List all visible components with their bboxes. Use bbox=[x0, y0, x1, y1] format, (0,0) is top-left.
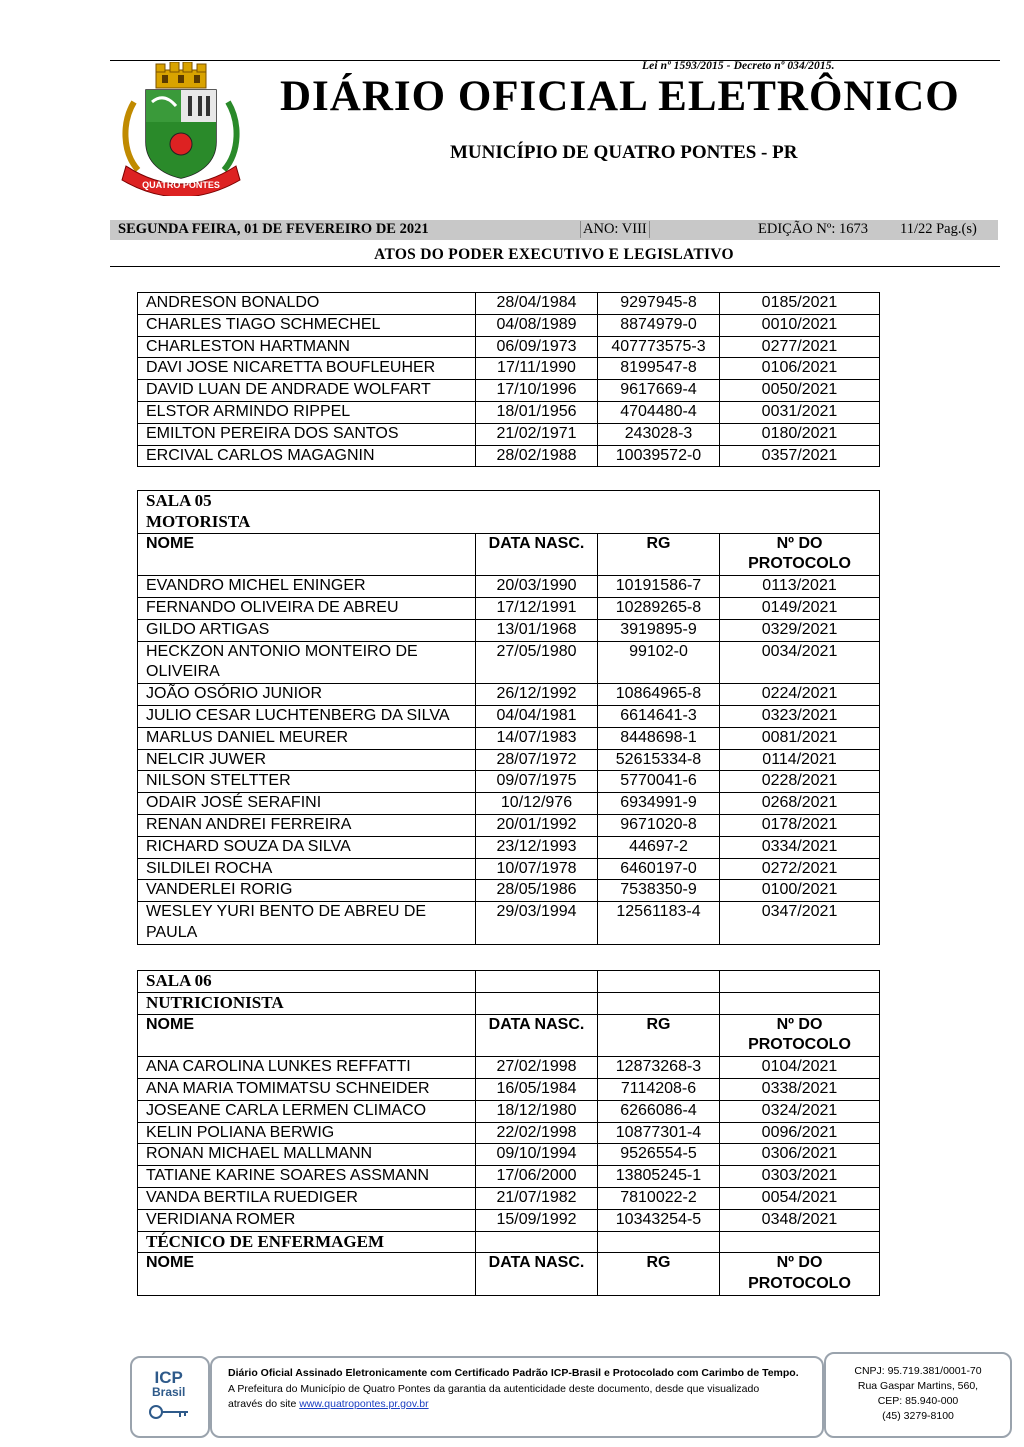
contact-info bbox=[824, 1352, 1012, 1438]
cell-name: ODAIR JOSÉ SERAFINI bbox=[138, 793, 476, 815]
crest-ribbon-text: QUATRO PONTES bbox=[142, 180, 220, 190]
table-row bbox=[138, 380, 880, 402]
cell-protocol: 0224/2021 bbox=[720, 684, 880, 706]
cell-birth-date: 28/05/1986 bbox=[476, 880, 598, 902]
cell-protocol: 0104/2021 bbox=[720, 1057, 880, 1079]
cell-protocol: 0096/2021 bbox=[720, 1122, 880, 1144]
cell-name: CHARLESTON HARTMANN bbox=[138, 336, 476, 358]
cell-rg: 8199547-8 bbox=[598, 358, 720, 380]
table-row bbox=[138, 597, 880, 619]
cell-birth-date: 22/02/1998 bbox=[476, 1122, 598, 1144]
table-row bbox=[138, 727, 880, 749]
candidates-table-continued bbox=[137, 292, 880, 467]
signature-notice-line3: através do site www.quatropontes.pr.gov.br bbox=[228, 1398, 429, 1410]
table-row bbox=[138, 705, 880, 727]
cell-name: FERNANDO OLIVEIRA DE ABREU bbox=[138, 597, 476, 619]
cell-name: KELIN POLIANA BERWIG bbox=[138, 1122, 476, 1144]
room-06-table bbox=[137, 970, 880, 1296]
role-label: NUTRICIONISTA bbox=[138, 992, 476, 1014]
table-row bbox=[138, 423, 880, 445]
cell-birth-date: 04/04/1981 bbox=[476, 705, 598, 727]
cell-rg: 6266086-4 bbox=[598, 1100, 720, 1122]
cell-name: SILDILEI ROCHA bbox=[138, 858, 476, 880]
table-row bbox=[138, 749, 880, 771]
column-header-row bbox=[138, 1014, 880, 1057]
table-row bbox=[138, 1100, 880, 1122]
cell-birth-date: 17/12/1991 bbox=[476, 597, 598, 619]
role-heading-row bbox=[138, 512, 880, 533]
cell-name: RICHARD SOUZA DA SILVA bbox=[138, 836, 476, 858]
cell-rg: 52615334-8 bbox=[598, 749, 720, 771]
cell-name: WESLEY YURI BENTO DE ABREU DE PAULA bbox=[138, 902, 476, 945]
address: Rua Gaspar Martins, 560, bbox=[857, 1380, 979, 1392]
table-row bbox=[138, 880, 880, 902]
cell-birth-date: 28/02/1988 bbox=[476, 445, 598, 467]
edition-date: SEGUNDA FEIRA, 01 DE FEVEREIRO DE 2021 bbox=[118, 221, 429, 237]
cell-rg: 99102-0 bbox=[598, 641, 720, 684]
cell-rg: 10191586-7 bbox=[598, 576, 720, 598]
cell-protocol: 0338/2021 bbox=[720, 1078, 880, 1100]
cell-birth-date: 17/06/2000 bbox=[476, 1166, 598, 1188]
cell-protocol: 0329/2021 bbox=[720, 619, 880, 641]
page-count: 11/22 Pag.(s) bbox=[900, 221, 977, 237]
cell-birth-date: 18/01/1956 bbox=[476, 401, 598, 423]
cell-protocol: 0149/2021 bbox=[720, 597, 880, 619]
cell-birth-date: 10/07/1978 bbox=[476, 858, 598, 880]
cell-protocol: 0034/2021 bbox=[720, 641, 880, 684]
cell-birth-date: 15/09/1992 bbox=[476, 1209, 598, 1231]
cell-birth-date: 28/04/1984 bbox=[476, 293, 598, 315]
cell-protocol: 0347/2021 bbox=[720, 902, 880, 945]
cell-rg: 13805245-1 bbox=[598, 1166, 720, 1188]
table-row bbox=[138, 293, 880, 315]
cell-rg: 6614641-3 bbox=[598, 705, 720, 727]
room-heading-row bbox=[138, 491, 880, 512]
role-label: MOTORISTA bbox=[138, 512, 880, 533]
room-label: SALA 06 bbox=[138, 971, 476, 993]
table-row bbox=[138, 641, 880, 684]
cell-name: RENAN ANDREI FERREIRA bbox=[138, 814, 476, 836]
table-row bbox=[138, 1122, 880, 1144]
cell-rg: 8874979-0 bbox=[598, 314, 720, 336]
crest-center-emblem bbox=[170, 133, 192, 155]
table-row bbox=[138, 1166, 880, 1188]
cell-birth-date: 18/12/1980 bbox=[476, 1100, 598, 1122]
table-row bbox=[138, 771, 880, 793]
col-header-protocol: Nº DO PROTOCOLO bbox=[720, 1253, 880, 1296]
cell-protocol: 0348/2021 bbox=[720, 1209, 880, 1231]
website-link[interactable]: www.quatropontes.pr.gov.br bbox=[299, 1398, 429, 1410]
room-heading-row bbox=[138, 971, 880, 993]
cell-name: RONAN MICHAEL MALLMANN bbox=[138, 1144, 476, 1166]
cell-rg: 9671020-8 bbox=[598, 814, 720, 836]
cell-name: EVANDRO MICHEL ENINGER bbox=[138, 576, 476, 598]
table-row bbox=[138, 358, 880, 380]
cell-name: JOÃO OSÓRIO JUNIOR bbox=[138, 684, 476, 706]
cell-birth-date: 17/10/1996 bbox=[476, 380, 598, 402]
cell-rg: 7114208-6 bbox=[598, 1078, 720, 1100]
cell-name: MARLUS DANIEL MEURER bbox=[138, 727, 476, 749]
cell-rg: 10864965-8 bbox=[598, 684, 720, 706]
cell-protocol: 0277/2021 bbox=[720, 336, 880, 358]
key-icon bbox=[148, 1404, 192, 1420]
cell-protocol: 0113/2021 bbox=[720, 576, 880, 598]
cell-name: EMILTON PEREIRA DOS SANTOS bbox=[138, 423, 476, 445]
section-rule bbox=[110, 266, 1000, 267]
cell-birth-date: 21/02/1971 bbox=[476, 423, 598, 445]
cell-birth-date: 13/01/1968 bbox=[476, 619, 598, 641]
cell-rg: 4704480-4 bbox=[598, 401, 720, 423]
col-header-name: NOME bbox=[138, 1253, 476, 1296]
signature-notice-line2: A Prefeitura do Município de Quatro Pontes da garantia da autenticidade deste documento, desde que visualizado bbox=[228, 1383, 760, 1395]
cell-protocol: 0324/2021 bbox=[720, 1100, 880, 1122]
room-label: SALA 05 bbox=[138, 491, 880, 512]
cell-rg: 243028-3 bbox=[598, 423, 720, 445]
law-reference: Lei nº 1593/2015 - Decreto nº 034/2015. bbox=[642, 60, 835, 72]
table-row bbox=[138, 793, 880, 815]
cell-birth-date: 16/05/1984 bbox=[476, 1078, 598, 1100]
crest-wheat-left bbox=[125, 102, 138, 170]
cell-protocol: 0010/2021 bbox=[720, 314, 880, 336]
edition-number: EDIÇÃO Nº: 1673 bbox=[758, 221, 869, 237]
crest-branch-right bbox=[224, 102, 237, 170]
role-heading-row bbox=[138, 992, 880, 1014]
cell-protocol: 0268/2021 bbox=[720, 793, 880, 815]
cell-rg: 12561183-4 bbox=[598, 902, 720, 945]
col-header-protocol: Nº DO PROTOCOLO bbox=[720, 1014, 880, 1057]
cell-protocol: 0054/2021 bbox=[720, 1187, 880, 1209]
column-header-row bbox=[138, 1253, 880, 1296]
cell-name: NILSON STELTTER bbox=[138, 771, 476, 793]
col-header-birth: DATA NASC. bbox=[476, 533, 598, 576]
cell-rg: 3919895-9 bbox=[598, 619, 720, 641]
room-05-table bbox=[137, 490, 880, 945]
cell-name: CHARLES TIAGO SCHMECHEL bbox=[138, 314, 476, 336]
table-row bbox=[138, 1057, 880, 1079]
signature-notice bbox=[210, 1356, 824, 1438]
col-header-name: NOME bbox=[138, 1014, 476, 1057]
table-row bbox=[138, 836, 880, 858]
cell-birth-date: 09/10/1994 bbox=[476, 1144, 598, 1166]
cell-rg: 407773575-3 bbox=[598, 336, 720, 358]
cell-rg: 5770041-6 bbox=[598, 771, 720, 793]
cell-name: NELCIR JUWER bbox=[138, 749, 476, 771]
table-row bbox=[138, 445, 880, 467]
cell-rg: 12873268-3 bbox=[598, 1057, 720, 1079]
cell-name: DAVID LUAN DE ANDRADE WOLFART bbox=[138, 380, 476, 402]
cell-protocol: 0306/2021 bbox=[720, 1144, 880, 1166]
cell-rg: 8448698-1 bbox=[598, 727, 720, 749]
table-row bbox=[138, 336, 880, 358]
cell-rg: 44697-2 bbox=[598, 836, 720, 858]
cell-birth-date: 14/07/1983 bbox=[476, 727, 598, 749]
table-row bbox=[138, 401, 880, 423]
cell-birth-date: 27/02/1998 bbox=[476, 1057, 598, 1079]
col-header-name: NOME bbox=[138, 533, 476, 576]
cell-name: ELSTOR ARMINDO RIPPEL bbox=[138, 401, 476, 423]
cell-protocol: 0303/2021 bbox=[720, 1166, 880, 1188]
table-row bbox=[138, 1144, 880, 1166]
cell-rg: 7538350-9 bbox=[598, 880, 720, 902]
cell-protocol: 0106/2021 bbox=[720, 358, 880, 380]
table-row bbox=[138, 1209, 880, 1231]
cell-rg: 9617669-4 bbox=[598, 380, 720, 402]
table-row bbox=[138, 902, 880, 945]
cell-protocol: 0272/2021 bbox=[720, 858, 880, 880]
cell-birth-date: 17/11/1990 bbox=[476, 358, 598, 380]
role-heading-row bbox=[138, 1231, 880, 1253]
table-row bbox=[138, 858, 880, 880]
cell-protocol: 0081/2021 bbox=[720, 727, 880, 749]
table-row bbox=[138, 684, 880, 706]
cell-birth-date: 20/01/1992 bbox=[476, 814, 598, 836]
cell-birth-date: 27/05/1980 bbox=[476, 641, 598, 684]
cell-name: VERIDIANA ROMER bbox=[138, 1209, 476, 1231]
postal-code: CEP: 85.940-000 bbox=[877, 1395, 959, 1407]
edition-year: ANO: VIII bbox=[580, 221, 650, 238]
cell-rg: 9297945-8 bbox=[598, 293, 720, 315]
cell-name: ANA MARIA TOMIMATSU SCHNEIDER bbox=[138, 1078, 476, 1100]
section-title: ATOS DO PODER EXECUTIVO E LEGISLATIVO bbox=[374, 246, 734, 263]
cell-name: JOSEANE CARLA LERMEN CLIMACO bbox=[138, 1100, 476, 1122]
column-header-row bbox=[138, 533, 880, 576]
phone: (45) 3279-8100 bbox=[882, 1410, 954, 1422]
cell-rg: 10343254-5 bbox=[598, 1209, 720, 1231]
cell-rg: 7810022-2 bbox=[598, 1187, 720, 1209]
cell-name: VANDA BERTILA RUEDIGER bbox=[138, 1187, 476, 1209]
cell-name: TATIANE KARINE SOARES ASSMANN bbox=[138, 1166, 476, 1188]
cell-rg: 6460197-0 bbox=[598, 858, 720, 880]
cell-protocol: 0334/2021 bbox=[720, 836, 880, 858]
cell-birth-date: 04/08/1989 bbox=[476, 314, 598, 336]
cell-name: ERCIVAL CARLOS MAGAGNIN bbox=[138, 445, 476, 467]
cell-protocol: 0323/2021 bbox=[720, 705, 880, 727]
cell-name: ANDRESON BONALDO bbox=[138, 293, 476, 315]
cell-birth-date: 09/07/1975 bbox=[476, 771, 598, 793]
cell-name: DAVI JOSE NICARETTA BOUFLEUHER bbox=[138, 358, 476, 380]
cell-protocol: 0185/2021 bbox=[720, 293, 880, 315]
icp-logo-line2: Brasil bbox=[152, 1385, 186, 1399]
cell-birth-date: 06/09/1973 bbox=[476, 336, 598, 358]
cell-name: VANDERLEI RORIG bbox=[138, 880, 476, 902]
cell-birth-date: 23/12/1993 bbox=[476, 836, 598, 858]
cell-protocol: 0031/2021 bbox=[720, 401, 880, 423]
col-header-rg: RG bbox=[598, 1253, 720, 1296]
table-row bbox=[138, 814, 880, 836]
cell-protocol: 0050/2021 bbox=[720, 380, 880, 402]
table-row bbox=[138, 619, 880, 641]
cell-name: GILDO ARTIGAS bbox=[138, 619, 476, 641]
municipality-subtitle: MUNICÍPIO DE QUATRO PONTES - PR bbox=[450, 142, 798, 163]
cell-protocol: 0114/2021 bbox=[720, 749, 880, 771]
signature-notice-line1: Diário Oficial Assinado Eletronicamente com Certificado Padrão ICP-Brasil e Protocolado com Carimbo de Tempo. bbox=[228, 1367, 799, 1379]
cell-name: ANA CAROLINA LUNKES REFFATTI bbox=[138, 1057, 476, 1079]
cell-rg: 10039572-0 bbox=[598, 445, 720, 467]
icp-brasil-logo bbox=[130, 1356, 210, 1438]
cell-protocol: 0100/2021 bbox=[720, 880, 880, 902]
cell-birth-date: 28/07/1972 bbox=[476, 749, 598, 771]
cell-rg: 6934991-9 bbox=[598, 793, 720, 815]
col-header-protocol: Nº DO PROTOCOLO bbox=[720, 533, 880, 576]
municipal-crest-logo bbox=[116, 62, 246, 196]
cell-birth-date: 21/07/1982 bbox=[476, 1187, 598, 1209]
table-row bbox=[138, 1078, 880, 1100]
cell-rg: 10289265-8 bbox=[598, 597, 720, 619]
col-header-rg: RG bbox=[598, 1014, 720, 1057]
cell-name: JULIO CESAR LUCHTENBERG DA SILVA bbox=[138, 705, 476, 727]
header-top-rule bbox=[110, 60, 1000, 61]
cell-birth-date: 29/03/1994 bbox=[476, 902, 598, 945]
col-header-birth: DATA NASC. bbox=[476, 1014, 598, 1057]
cell-protocol: 0178/2021 bbox=[720, 814, 880, 836]
table-row bbox=[138, 314, 880, 336]
cell-birth-date: 10/12/976 bbox=[476, 793, 598, 815]
cell-birth-date: 26/12/1992 bbox=[476, 684, 598, 706]
col-header-rg: RG bbox=[598, 533, 720, 576]
cell-protocol: 0228/2021 bbox=[720, 771, 880, 793]
role-label: TÉCNICO DE ENFERMAGEM bbox=[138, 1231, 476, 1253]
crest-crown bbox=[156, 62, 206, 88]
cell-protocol: 0180/2021 bbox=[720, 423, 880, 445]
edition-info-bar bbox=[110, 220, 998, 240]
cnpj: CNPJ: 95.719.381/0001-70 bbox=[854, 1365, 982, 1377]
cell-name: HECKZON ANTONIO MONTEIRO DE OLIVEIRA bbox=[138, 641, 476, 684]
icp-logo-line1: ICP bbox=[154, 1368, 183, 1387]
col-header-birth: DATA NASC. bbox=[476, 1253, 598, 1296]
page-title: DIÁRIO OFICIAL ELETRÔNICO bbox=[280, 73, 960, 120]
cell-protocol: 0357/2021 bbox=[720, 445, 880, 467]
cell-birth-date: 20/03/1990 bbox=[476, 576, 598, 598]
table-row bbox=[138, 1187, 880, 1209]
cell-rg: 9526554-5 bbox=[598, 1144, 720, 1166]
table-row bbox=[138, 576, 880, 598]
cell-rg: 10877301-4 bbox=[598, 1122, 720, 1144]
